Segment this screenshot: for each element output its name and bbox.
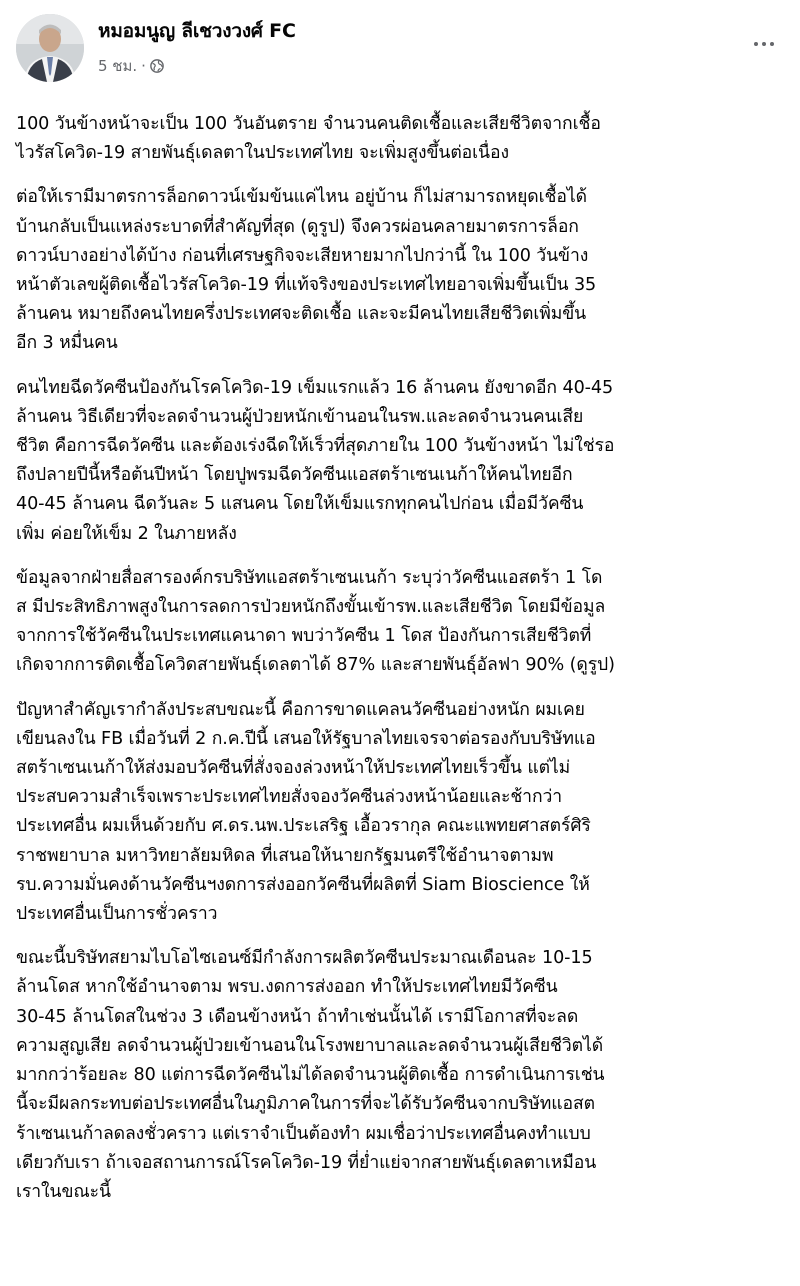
globe-icon[interactable] [150, 59, 164, 73]
post-paragraph-6: ขณะนี้บริษัทสยามไบโอไซเอนซ์มีกำลังการผลิตวัคซีนประมาณเดือนละ 10-15 ล้านโดส หากใช้อำนาจตาม พรบ.งดการส่งออก ทำให้ประเทศไทยมีวัคซีน 30-45 ล้านโดสในช่วง 3 เดือนข้างหน้า ถ้าทำเช่นนั้นได้ เรามีโอกาสที่จะลด ความสูญเสีย ลดจำนวนผู้ป่วยเข้านอนในโรงพยาบาลและลดจำนวนผู้เสียชีวิตได้ มากกว่าร้อยละ 80 แต่การฉีดวัคซีนไม่ได้ลดจำนวนผู้ติดเชื้อ การดำเนินการเช่น นี้จะมีผลกระทบต่อประเทศอื่นในภูมิภาคในการที่จะได้รับวัคซีนจากบริษัทแอสต ร้าเซนเนก้าลดลงชั่วคราว แต่เราจำเป็นต้องทำ ผมเชื่อว่าประเทศอื่นคงทำแบบ เดียวกับเรา ถ้าเจอสถานการณ์โรคโควิด-19 ที่ย่ำแย่จากสายพันธุ์เดลตาเหมือน เราในขณะนี้ [16, 948, 605, 1202]
post-paragraph-4: ข้อมูลจากฝ่ายสื่อสารองค์กรบริษัทแอสตร้าเซนเนก้า ระบุว่าวัคซีนแอสตร้า 1 โด ส มีประสิทธิภาพสูงในการลดการป่วยหนักถึงขั้นเข้ารพ.และเสียชีวิต โดยมีข้อมูล จากการใช้วัคซีนในประเทศแคนาดา พบว่าวัคซีน 1 โดส ป้องกันการเสียชีวิตที่ เกิดจากการติดเชื้อโควิดสายพันธุ์เดลตาได้ 87% และสายพันธุ์อัลฟา 90% (ดูรูป) [16, 567, 615, 676]
post-paragraph-3: คนไทยฉีดวัคซีนป้องกันโรคโควิด-19 เข็มแรกแล้ว 16 ล้านคน ยังขาดอีก 40-45 ล้านคน วิธีเดียวที่จะลดจำนวนผู้ป่วยหนักเข้านอนในรพ.และลดจำนวนคนเสีย ชีวิต คือการฉีดวัคซีน และต้องเร่งฉีดให้เร็วที่สุดภายใน 100 วันข้างหน้า ไม่ใช่รอ ถึงปลายปีนี้หรือต้นปีหน้า โดยปูพรมฉีดวัคซีนแอสตร้าเซนเนก้าให้คนไทยอีก 40-45 ล้านคน ฉีดวันละ 5 แสนคน โดยให้เข็มแรกทุกคนไปก่อน เมื่อมีวัคซีน เพิ่ม ค่อยให้เข็ม 2 ในภายหลัง [16, 377, 615, 544]
author-name[interactable]: หมอมนูญ ลีเชวงวงศ์ FC [98, 20, 296, 42]
author-avatar[interactable] [16, 14, 84, 82]
post-paragraph-2: ต่อให้เรามีมาตรการล็อกดาวน์เข้มข้นแค่ไหน อยู่บ้าน ก็ไม่สามารถหยุดเชื้อได้ บ้านกลับเป็นแหล่งระบาดที่สำคัญที่สุด (ดูรูป) จึงควรผ่อนคลายมาตรการล็อก ดาวน์บางอย่างได้บ้าง ก่อนที่เศรษฐกิจจะเสียหายมากไปกว่านี้ ใน 100 วันข้าง หน้าตัวเลขผู้ติดเชื้อไวรัสโควิด-19 ที่แท้จริงของประเทศไทยอาจเพิ่มขึ้นเป็น 35 ล้านคน หมายถึงคนไทยครึ่งประเทศจะติดเชื้อ และจะมีคนไทยเสียชีวิตเพิ่มขึ้น อีก 3 หมื่นคน [16, 187, 597, 354]
post-subtitle [98, 54, 746, 78]
separator-dot: · [141, 57, 146, 75]
post-timestamp[interactable]: 5 ชม. [98, 57, 138, 75]
post-body [16, 110, 782, 1207]
post-header [16, 14, 782, 86]
post-paragraph-1: 100 วันข้างหน้าจะเป็น 100 วันอันตราย จำนวนคนติดเชื้อและเสียชีวิตจากเชื้อ ไวรัสโควิด-19 สายพันธุ์เดลตาในประเทศไทย จะเพิ่มสูงขึ้นต่อเนื่อง [16, 114, 601, 164]
post-meta [98, 14, 746, 78]
more-options-icon[interactable] [746, 26, 782, 62]
avatar-image [16, 14, 84, 82]
post-paragraph-5: ปัญหาสำคัญเรากำลังประสบขณะนี้ คือการขาดแคลนวัคซีนอย่างหนัก ผมเคย เขียนลงใน FB เมื่อวันที่ 2 ก.ค.ปีนี้ เสนอให้รัฐบาลไทยเจรจาต่อรองกับบริษัทแอ สตร้าเซนเนก้าให้ส่งมอบวัคซีนที่สั่งจองล่วงหน้าให้ประเทศไทยเร็วขึ้น แต่ไม่ ประสบความสำเร็จเพราะประเทศไทยสั่งจองวัคซีนล่วงหน้าน้อยและช้ากว่า ประเทศอื่น ผมเห็นด้วยกับ ศ.ดร.นพ.ประเสริฐ เอื้อวรากุล คณะแพทยศาสตร์ศิริ ราชพยาบาล มหาวิทยาลัยมหิดล ที่เสนอให้นายกรัฐมนตรีใช้อำนาจตามพ รบ.ความมั่นคงด้านวัคซีนฯงดการส่งออกวัคซีนที่ผลิตที่ Siam Bioscience ให้ ประเทศอื่นเป็นการชั่วคราว [16, 699, 596, 925]
